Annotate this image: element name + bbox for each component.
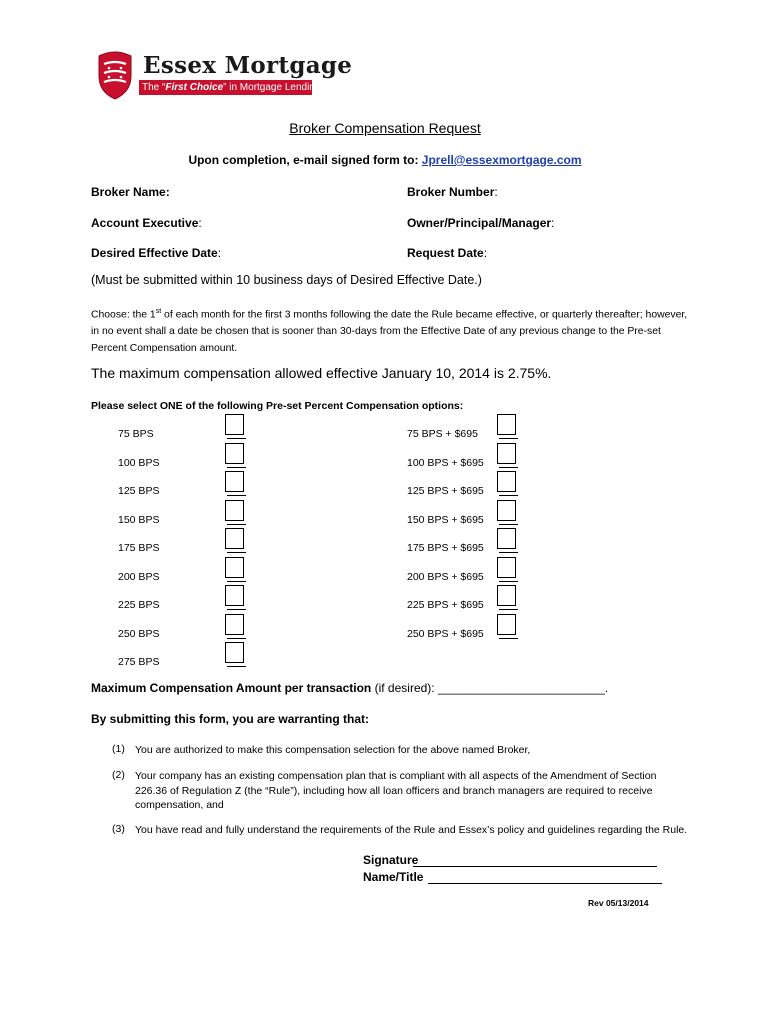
right-option-checkbox[interactable]: [497, 528, 516, 549]
right-option-checkbox[interactable]: [497, 443, 516, 464]
left-option-checkbox[interactable]: [225, 443, 244, 464]
warranting-title: By submitting this form, you are warranting that:: [91, 712, 370, 726]
broker-number-label: Broker Number:: [407, 185, 498, 199]
right-option-underline: [499, 609, 518, 610]
account-executive-label: Account Executive:: [91, 216, 202, 230]
left-option-underline: [227, 638, 246, 639]
form-title: Broker Compensation Request: [289, 120, 481, 136]
left-option-checkbox[interactable]: [225, 500, 244, 521]
right-option-checkbox[interactable]: [497, 500, 516, 521]
left-option-underline: [227, 524, 246, 525]
left-option-checkbox[interactable]: [225, 471, 244, 492]
right-option-label: 100 BPS + $695: [407, 456, 484, 469]
left-option-label: 175 BPS: [118, 542, 160, 554]
right-option-checkbox[interactable]: [497, 585, 516, 606]
left-option-checkbox[interactable]: [225, 528, 244, 549]
right-option-label: 150 BPS + $695: [407, 513, 484, 526]
signature-line[interactable]: [413, 866, 657, 867]
right-option-label: 75 BPS + $695: [407, 428, 478, 440]
left-option-checkbox[interactable]: [225, 557, 244, 578]
left-option-underline: [227, 609, 246, 610]
warrant-3-text: You have read and fully understand the requirements of the Rule and Essex’s policy and guidelines regarding the Rule.: [135, 824, 688, 836]
revision-date: Rev 05/13/2014: [588, 898, 649, 908]
left-option-underline: [227, 467, 246, 468]
choose-date-instructions: Choose: the 1st of each month for the first 3 months following the date the Rule became effective, or quarterly thereafter; however, in no event shall a date be chosen that is sooner than 30-days from the Effective Date of any previous change to the Pre-set Percent Compensation amount.: [91, 308, 688, 355]
desired-effective-date-label: Desired Effective Date:: [91, 246, 222, 260]
max-compensation-amount: Maximum Compensation Amount per transaction (if desired): _________________________.: [91, 681, 609, 695]
right-option-label: 175 BPS + $695: [407, 542, 484, 554]
left-option-label: 250 BPS: [118, 627, 160, 640]
left-option-checkbox[interactable]: [225, 642, 244, 663]
warrant-2-text: Your company has an existing compensation plan that is compliant with all aspects of the Amendment of Section 226.36 of Regulation Z (the “Rule”), including how all loan officers and branch managers are required to receive compensation, and: [135, 770, 657, 811]
left-option-label: 75 BPS: [118, 428, 154, 440]
right-option-label: 250 BPS + $695: [407, 627, 484, 640]
right-option-underline: [499, 552, 518, 553]
email-link[interactable]: Jprell@essexmortgage.com: [421, 153, 582, 167]
name-title-label: Name/Title: [363, 870, 424, 884]
logo-name: Essex Mortgage: [143, 52, 353, 79]
left-option-underline: [227, 581, 246, 582]
warrant-1-number: (1): [112, 743, 125, 755]
warrant-1-text: You are authorized to make this compensation selection for the above named Broker,: [135, 744, 531, 756]
shield-logo-icon: [95, 50, 135, 100]
request-date-label: Request Date:: [407, 246, 488, 260]
signature-label: Signature: [363, 853, 419, 867]
warrant-3-number: (3): [112, 823, 125, 835]
left-option-underline: [227, 666, 246, 667]
owner-principal-manager-label: Owner/Principal/Manager:: [407, 216, 555, 230]
left-option-label: 100 BPS: [118, 456, 160, 469]
right-option-checkbox[interactable]: [497, 471, 516, 492]
left-option-checkbox[interactable]: [225, 585, 244, 606]
logo-tagline: The “First Choice” in Mortgage Lending: [139, 80, 312, 95]
left-option-label: 275 BPS: [118, 656, 160, 668]
left-option-label: 225 BPS: [118, 599, 160, 611]
submission-deadline-note: (Must be submitted within 10 business days of Desired Effective Date.): [91, 273, 482, 287]
right-option-underline: [499, 638, 518, 639]
name-title-line[interactable]: [428, 883, 662, 884]
right-option-underline: [499, 467, 518, 468]
left-option-underline: [227, 495, 246, 496]
right-option-underline: [499, 438, 518, 439]
left-option-checkbox[interactable]: [225, 414, 244, 435]
right-option-label: 125 BPS + $695: [407, 485, 484, 497]
left-option-label: 150 BPS: [118, 513, 160, 526]
right-option-label: 200 BPS + $695: [407, 570, 484, 583]
left-option-underline: [227, 552, 246, 553]
left-option-label: 200 BPS: [118, 570, 160, 583]
right-option-underline: [499, 581, 518, 582]
right-option-checkbox[interactable]: [497, 557, 516, 578]
right-option-checkbox[interactable]: [497, 614, 516, 635]
right-option-underline: [499, 495, 518, 496]
broker-name-label: Broker Name:: [91, 185, 170, 199]
warrant-2-number: (2): [112, 769, 125, 781]
right-option-checkbox[interactable]: [497, 414, 516, 435]
right-option-label: 225 BPS + $695: [407, 599, 484, 611]
maximum-compensation-note: The maximum compensation allowed effective January 10, 2014 is 2.75%.: [91, 365, 552, 381]
left-option-underline: [227, 438, 246, 439]
essex-mortgage-logo: [93, 50, 353, 102]
left-option-label: 125 BPS: [118, 485, 160, 497]
left-option-checkbox[interactable]: [225, 614, 244, 635]
select-options-prompt: Please select ONE of the following Pre-set Percent Compensation options:: [91, 400, 464, 412]
right-option-underline: [499, 524, 518, 525]
submission-instruction: Upon completion, e-mail signed form to: Jprell@essexmortgage.com: [188, 153, 582, 167]
